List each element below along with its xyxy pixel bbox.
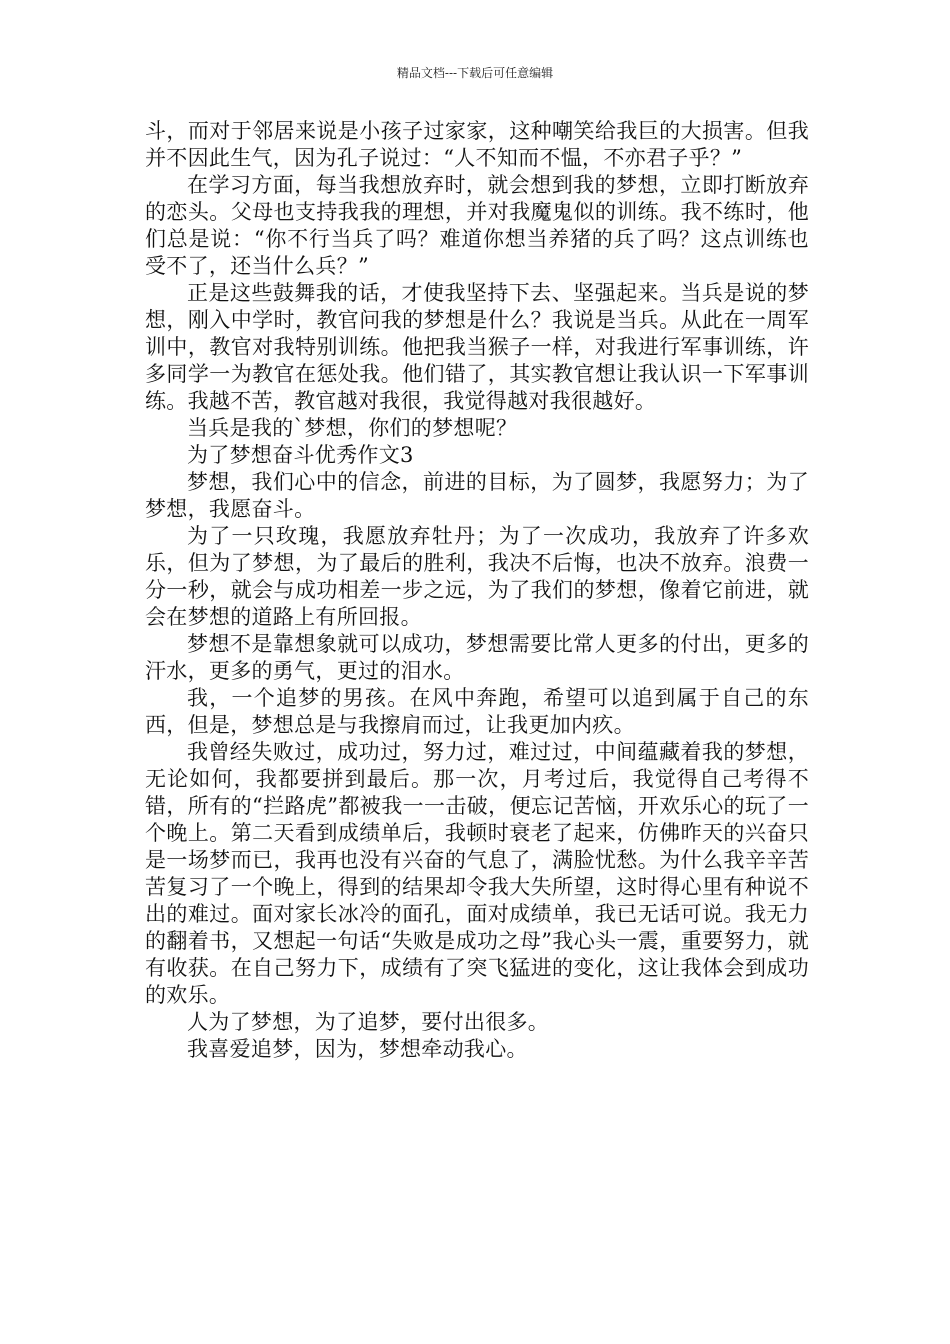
paragraph: 当兵是我的`梦想，你们的梦想呢？ [187, 416, 518, 440]
paragraph: 在学习方面，每当我想放弃时，就会想到我的梦想，立即打断放弃的恋头。父母也支持我我的理想，并对我魔鬼似的训练。我不练时，他们总是说：“你不行当兵了吗？难道你想当养猪的兵了吗？这点训练也受不了，还当什么兵？” [145, 173, 809, 278]
paragraph: 我曾经失败过，成功过，努力过，难过过，中间蕴藏着我的梦想，无论如何，我都要拼到最后。那一次，月考过后，我觉得自己考得不错，所有的“拦路虎”都被我一一击破，便忘记苦恼，开欢乐心的玩了一个晚上。第二天看到成绩单后，我顿时衰老了起来，仿佛昨天的兴奋只是一场梦而已，我再也没有兴奋的气息了，满脸忧愁。为什么我辛辛苦苦复习了一个晚上，得到的结果却令我大失所望，这时得心里有种说不出的难过。面对家长冰冷的面孔，面对成绩单，我已无话可说。我无力的翻着书，又想起一句话“失败是成功之母”我心头一震，重要努力，就有收获。在自己努力下，成绩有了突飞猛进的变化，这让我体会到成功的欢乐。 [145, 740, 809, 1007]
section-title: 为了梦想奋斗优秀作文3 [187, 443, 414, 467]
paragraph: 我，一个追梦的男孩。在风中奔跑，希望可以追到属于自己的东西，但是，梦想总是与我擦肩而过，让我更加内疚。 [145, 686, 809, 737]
paragraph: 斗，而对于邻居来说是小孩子过家家，这种嘲笑给我巨的大损害。但我并不因此生气，因为孔子说过：“人不知而不愠，不亦君子乎？” [145, 119, 809, 170]
paragraph: 人为了梦想，为了追梦，要付出很多。 [187, 1010, 550, 1034]
paragraph: 正是这些鼓舞我的话，才使我坚持下去、坚强起来。当兵是说的梦想，刚入中学时，教官问我的梦想是什么？我说是当兵。从此在一周军训中，教官对我特别训练。他把我当猴子一样，对我进行军事训练，许多同学一为教官在惩处我。他们错了，其实教官想让我认识一下军事训练。我越不苦，教官越对我很，我觉得越对我很越好。 [145, 281, 809, 413]
document-body [145, 118, 809, 1063]
paragraph: 为了一只玫瑰，我愿放弃牡丹；为了一次成功，我放弃了许多欢乐，但为了梦想，为了最后的胜利，我决不后悔，也决不放弃。浪费一分一秒，就会与成功相差一步之远，为了我们的梦想，像着它前进，就会在梦想的道路上有所回报。 [145, 524, 809, 629]
paragraph: 我喜爱追梦，因为，梦想牵动我心。 [187, 1037, 528, 1061]
paragraph: 梦想，我们心中的信念，前进的目标，为了圆梦，我愿努力；为了梦想，我愿奋斗。 [145, 470, 809, 521]
paragraph: 梦想不是靠想象就可以成功，梦想需要比常人更多的付出，更多的汗水，更多的勇气，更过的泪水。 [145, 632, 809, 683]
page-header: 精品文档---下载后可任意编辑 [396, 66, 554, 80]
